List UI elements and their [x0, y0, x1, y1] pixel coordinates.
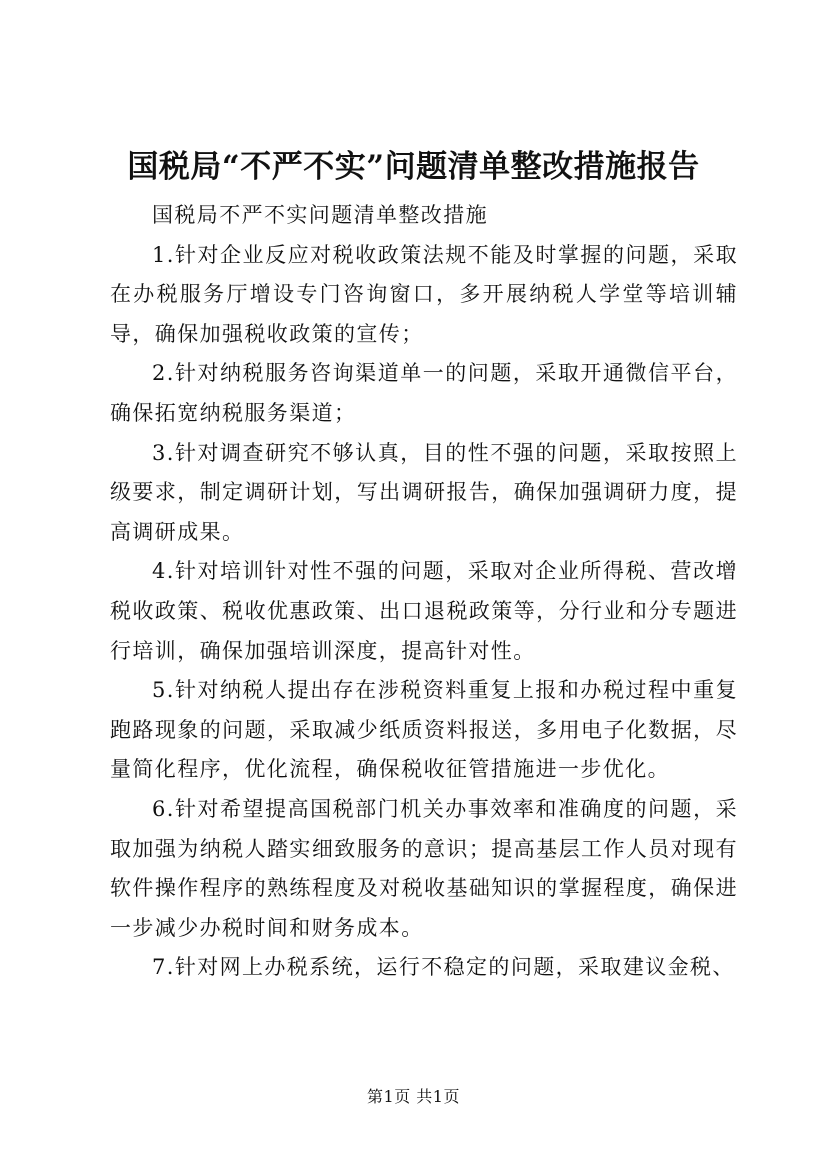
- document-title: 国税局“不严不实”问题清单整改措施报告: [127, 149, 700, 185]
- paragraph-4: 4.针对培训针对性不强的问题，采取对企业所得税、营改增税收政策、税收优惠政策、出口退税政策等，分行业和分专题进行培训，确保加强培训深度，提高针对性。: [110, 559, 738, 663]
- paragraph-6: 6.针对希望提高国税部门机关办事效率和准确度的问题，采取加强为纳税人踏实细致服务的意识；提高基层工作人员对现有软件操作程序的熟练程度及对税收基础知识的掌握程度，确保进一步减少办税时间和财务成本。: [110, 796, 738, 940]
- document-body: [110, 196, 738, 988]
- paragraph-2: 2.针对纳税服务咨询渠道单一的问题，采取开通微信平台，确保拓宽纳税服务渠道；: [110, 361, 738, 425]
- paragraph-3: 3.针对调查研究不够认真，目的性不强的问题，采取按照上级要求，制定调研计划，写出调研报告，确保加强调研力度，提高调研成果。: [110, 440, 738, 544]
- paragraph-1: 1.针对企业反应对税收政策法规不能及时掌握的问题，采取在办税服务厅增设专门咨询窗口，多开展纳税人学堂等培训辅导，确保加强税收政策的宣传；: [110, 242, 738, 346]
- document-subtitle: 国税局不严不实问题清单整改措施: [152, 203, 488, 227]
- paragraph-7: 7.针对网上办税系统，运行不稳定的问题，采取建议金税、: [152, 955, 735, 980]
- page-footer: 第1页 共1页: [367, 1087, 460, 1106]
- paragraph-5: 5.针对纳税人提出存在涉税资料重复上报和办税过程中重复跑路现象的问题，采取减少纸质资料报送，多用电子化数据，尽量简化程序，优化流程，确保税收征管措施进一步优化。: [110, 678, 738, 782]
